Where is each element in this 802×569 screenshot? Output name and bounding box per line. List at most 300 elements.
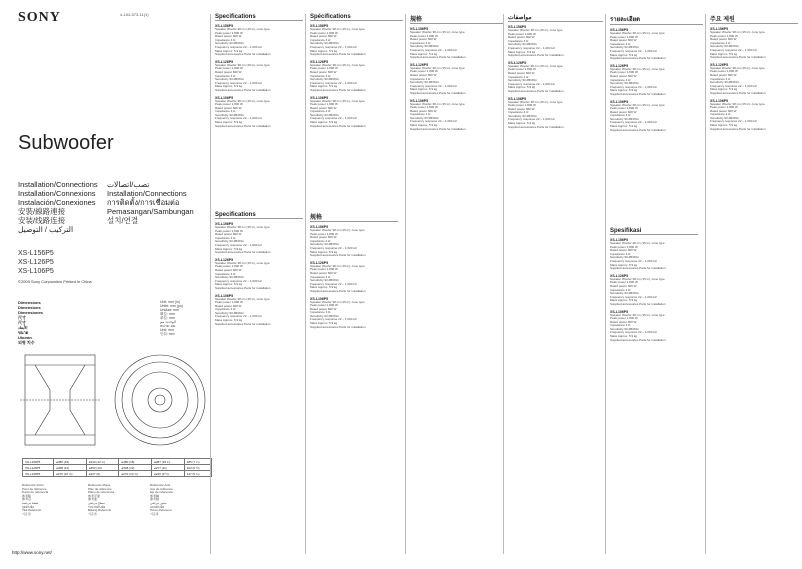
spec-line: Peak power 1,800 W [310, 304, 338, 308]
caption-line: Point de référence [22, 486, 47, 491]
spec-line: Rated power 600 W [215, 268, 242, 272]
spec-line: Mass Approx. 5.9 kg [610, 335, 638, 339]
dim-label: Dimensiones [18, 310, 43, 315]
spec-line: Peak power 1,800 W [410, 70, 438, 74]
spec-line: Speaker Woofer 38 cm (15 in), cone type [710, 102, 765, 106]
unit-label: Unidad: mm [160, 308, 179, 312]
spec-line: Mass Approx. 5.9 kg [410, 124, 438, 128]
spec-heading: Specifications [215, 212, 303, 219]
spec-heading: 주요 제원 [710, 14, 798, 24]
spec-line: Mass Approx. 5.9 kg [310, 85, 338, 89]
speaker-front-view [115, 355, 205, 445]
spec-heading: รายละเอียด [610, 14, 703, 25]
model-subheading: XS-L106P5 [610, 99, 629, 104]
caption-line: 기준면 [88, 511, 97, 516]
spec-line: Impedance 4 Ω [310, 38, 331, 42]
table-cell: ø380 (15) [54, 459, 87, 465]
caption-line: Bidang Referensi [88, 508, 112, 513]
spec-line: Rated power 600 W [710, 73, 737, 77]
spec-line: Speaker Woofer 38 cm (15 in), cone type [215, 63, 270, 67]
spec-line: Impedance 4 Ω [310, 239, 331, 243]
spec-line: Sensitivity 93 dB/W/m [710, 116, 740, 120]
spec-line: Mass Approx. 5.9 kg [410, 52, 438, 56]
spec-line: Sensitivity 93 dB/W/m [610, 256, 640, 260]
spec-line: Supplied accessories Parts for installation [610, 267, 666, 271]
spec-line: Impedance 4 Ω [710, 41, 731, 45]
model-subheading: XS-L156P5 [410, 27, 429, 31]
caption-line: Reference Point [22, 483, 44, 487]
copyright: ©2009 Sony Corporation Printed in China [18, 279, 92, 284]
spec-column [215, 14, 303, 128]
spec-line: Sensitivity 93 dB/W/m [310, 42, 340, 46]
spec-line: Sensitivity 93 dB/W/m [310, 314, 340, 318]
model-subheading: XS-L106P5 [310, 95, 329, 100]
dim-label: 외형 치수 [18, 340, 35, 345]
model-subheading: XS-L126P5 [610, 63, 629, 68]
spec-line: Frequency response 22 – 1,000 Hz [610, 85, 657, 89]
spec-line: Impedance 4 Ω [710, 77, 731, 81]
spec-line: Rated power 600 W [610, 110, 637, 114]
spec-line: Sensitivity 93 dB/W/m [508, 79, 538, 83]
spec-line: Sensitivity 93 dB/W/m [410, 81, 440, 85]
spec-line: Supplied accessories Parts for installation [215, 251, 271, 255]
spec-column [710, 14, 798, 131]
spec-line: Rated power 600 W [710, 109, 737, 113]
spec-line: Mass Approx. 5.9 kg [508, 86, 536, 90]
spec-line: Supplied accessories Parts for installation [508, 54, 564, 58]
spec-line: Mass Approx. 5.9 kg [310, 322, 338, 326]
model-subheading: XS-L126P5 [410, 62, 429, 67]
spec-column [508, 14, 603, 129]
sony-logo: SONY [18, 10, 61, 25]
table-cell: ø310 (12 ¼) [86, 459, 119, 465]
unit-label: หน่วย: มม. [160, 324, 177, 328]
spec-line: Frequency response 22 – 1,000 Hz [215, 81, 262, 85]
spec-line: Sensitivity 93 dB/W/m [508, 114, 538, 118]
spec-line: Supplied accessories Parts for installation [610, 92, 666, 96]
model-subheading: XS-L126P5 [508, 60, 527, 65]
spec-line: Supplied accessories Parts for installation [310, 254, 366, 258]
spec-line: Sensitivity 93 dB/W/m [610, 117, 640, 121]
install-title: 설치/연결 [107, 216, 139, 225]
spec-line: Frequency response 22 – 1,000 Hz [410, 120, 457, 124]
spec-line: Peak power 1,800 W [610, 245, 638, 249]
table-cell: ø227 (9) [86, 471, 119, 477]
spec-line: Rated power 600 W [410, 73, 437, 77]
model-name: XS-L156P5 [18, 250, 54, 257]
spec-line: Impedance 4 Ω [310, 311, 331, 315]
table-cell: 163 (6 ½) [184, 465, 211, 471]
model-subheading: XS-L106P5 [508, 96, 527, 101]
spec-line: Supplied accessories Parts for installation [310, 88, 366, 92]
spec-line: Mass Approx. 5.9 kg [310, 121, 338, 125]
spec-line: Mass Approx. 5.9 kg [215, 85, 243, 89]
caption-line: Reference Plane [88, 483, 111, 487]
install-title: Pemasangan/Sambungan [107, 207, 194, 216]
spec-line: Sensitivity 93 dB/W/m [710, 45, 740, 49]
spec-line: Sensitivity 93 dB/W/m [215, 311, 245, 315]
spec-line: Rated power 600 W [215, 35, 242, 39]
spec-line: Supplied accessories Parts for installation [610, 302, 666, 306]
unit-label: Unit: mm [160, 328, 174, 332]
spec-line: Speaker Woofer 38 cm (15 in), cone type [215, 261, 270, 265]
model-subheading: XS-L106P5 [310, 296, 329, 301]
spec-line: Frequency response 22 – 1,000 Hz [710, 120, 757, 124]
caption-line: Poros Referensi [150, 508, 172, 513]
spec-line: Impedance 4 Ω [610, 42, 631, 46]
caption-line: 기준축 [150, 511, 159, 516]
spec-line: Mass Approx. 5.9 kg [610, 125, 638, 129]
spec-line: Speaker Woofer 38 cm (15 in), cone type [215, 28, 270, 31]
spec-line: Frequency response 22 – 1,000 Hz [310, 81, 357, 85]
install-title: Installation/Connections [107, 189, 187, 198]
spec-line: Rated power 600 W [410, 109, 437, 113]
spec-column-lower [310, 212, 398, 329]
table-cell: 185 (7 ¼) [184, 459, 211, 465]
spec-line: Supplied accessories Parts for installation [610, 338, 666, 342]
model-subheading: XS-L126P5 [610, 273, 629, 278]
spec-line: Speaker Woofer 38 cm (15 in), cone type [710, 31, 765, 34]
spec-line: Supplied accessories Parts for installation [215, 53, 271, 57]
model-subheading: XS-L156P5 [215, 24, 234, 28]
spec-line: Sensitivity 93 dB/W/m [410, 45, 440, 49]
spec-line: Peak power 1,800 W [610, 317, 638, 321]
spec-line: Supplied accessories Parts for installation [710, 91, 766, 95]
caption-line: Titik Referensi [22, 508, 42, 513]
spec-line: Supplied accessories Parts for installation [310, 124, 366, 128]
spec-line: Rated power 600 W [508, 71, 535, 75]
spec-line: Frequency response 22 – 1,000 Hz [710, 84, 757, 88]
spec-line: Supplied accessories Parts for installation [508, 125, 564, 129]
dim-label: 尺寸 [18, 315, 26, 320]
spec-line: Sensitivity 93 dB/W/m [610, 292, 640, 296]
spec-column-lower [610, 228, 698, 342]
spec-line: Impedance 4 Ω [310, 275, 331, 279]
spec-line: Impedance 4 Ω [215, 236, 236, 240]
spec-line: Speaker Woofer 38 cm (15 in), cone type [215, 99, 270, 103]
spec-line: Sensitivity 93 dB/W/m [310, 113, 340, 117]
spec-line: Peak power 1,800 W [610, 107, 638, 111]
spec-line: Rated power 600 W [310, 307, 337, 311]
spec-line: Impedance 4 Ω [610, 252, 631, 256]
spec-heading: Spécifications [310, 14, 403, 21]
spec-line: Mass Approx. 5.9 kg [410, 88, 438, 92]
spec-line: Peak power 1,800 W [215, 229, 243, 233]
table-cell: XS-L156P5 [23, 459, 54, 465]
spec-line: Peak power 1,800 W [215, 67, 243, 71]
spec-line: Frequency response 22 – 1,000 Hz [508, 118, 555, 122]
spec-line: Frequency response 22 – 1,000 Hz [310, 318, 357, 322]
table-cell: ø277 (11) [152, 465, 185, 471]
caption-line: نقطة مرجعية [22, 500, 39, 505]
spec-line: Frequency response 22 – 1,000 Hz [410, 84, 457, 88]
spec-line: Speaker Woofer 38 cm (15 in), cone type [610, 242, 665, 245]
spec-line: Frequency response 22 – 1,000 Hz [215, 45, 262, 49]
model-subheading: XS-L156P5 [310, 225, 329, 229]
spec-column-lower [215, 212, 303, 326]
table-row [23, 471, 212, 477]
dim-label: 尺寸 [18, 320, 26, 325]
dim-label: الأبعاد [18, 325, 28, 330]
spec-line: Frequency response 22 – 1,000 Hz [310, 246, 357, 250]
spec-line: Rated power 600 W [215, 304, 242, 308]
model-subheading: XS-L126P5 [710, 62, 729, 67]
spec-line: Peak power 1,800 W [610, 35, 638, 39]
spec-line: Frequency response 22 – 1,000 Hz [610, 331, 657, 335]
spec-line: Supplied accessories Parts for installation [610, 57, 666, 61]
caption-line: จุดอ้างอิง [22, 504, 34, 509]
spec-column [410, 14, 503, 131]
spec-line: Frequency response 22 – 1,000 Hz [215, 117, 262, 121]
spec-line: Peak power 1,800 W [410, 34, 438, 38]
table-cell: ø240 (9 ½) [152, 471, 185, 477]
caption-line: Eje de referencia [150, 490, 173, 495]
doc-code: 4-154-573-11(1) [120, 12, 149, 17]
spec-line: Speaker Woofer 38 cm (15 in), cone type [310, 63, 365, 67]
spec-line: Frequency response 22 – 1,000 Hz [410, 48, 457, 52]
table-cell: XS-L106P5 [23, 471, 54, 477]
spec-column [610, 14, 703, 132]
table-cell: ø270 (10 ⅝) [54, 471, 87, 477]
install-title: Installation/Connections [18, 180, 98, 189]
caption-line: Reference Axis [150, 483, 171, 487]
spec-line: Sensitivity 93 dB/W/m [410, 116, 440, 120]
spec-line: Rated power 600 W [215, 233, 242, 237]
spec-line: Impedance 4 Ω [610, 78, 631, 82]
spec-line: Impedance 4 Ω [508, 111, 529, 115]
speaker-dimension-drawing [20, 350, 210, 455]
spec-line: Sensitivity 93 dB/W/m [610, 82, 640, 86]
table-cell: ø270 (10 ⅝) [119, 471, 152, 477]
model-subheading: XS-L126P5 [310, 260, 329, 265]
spec-line: Sensitivity 93 dB/W/m [310, 78, 340, 82]
spec-line: Rated power 600 W [410, 38, 437, 42]
spec-line: Mass Approx. 5.9 kg [710, 124, 738, 128]
install-title: Instalación/Conexiones [18, 198, 96, 207]
spec-line: Frequency response 22 – 1,000 Hz [610, 121, 657, 125]
dim-label: Dimensions [18, 300, 41, 305]
spec-line: Mass Approx. 5.9 kg [610, 299, 638, 303]
spec-heading: 规格 [310, 212, 398, 222]
model-subheading: XS-L156P5 [710, 27, 729, 31]
spec-line: Sensitivity 93 dB/W/m [215, 240, 245, 244]
spec-line: Mass Approx. 5.9 kg [710, 88, 738, 92]
caption-line: 參考點 [22, 493, 32, 498]
model-subheading: XS-L156P5 [610, 28, 629, 32]
spec-line: Speaker Woofer 38 cm (15 in), cone type [215, 297, 270, 301]
spec-line: Rated power 600 W [610, 249, 637, 253]
spec-line: Frequency response 22 – 1,000 Hz [710, 48, 757, 52]
spec-line: Mass Approx. 5.9 kg [710, 52, 738, 56]
model-name: XS-L106P5 [18, 268, 54, 275]
spec-line: Speaker Woofer 38 cm (15 in), cone type [610, 313, 665, 317]
spec-line: Rated power 600 W [710, 38, 737, 42]
spec-line: Supplied accessories Parts for installation [508, 89, 564, 93]
spec-line: Mass Approx. 5.9 kg [310, 286, 338, 290]
spec-line: Frequency response 22 – 1,000 Hz [310, 45, 357, 49]
caption-line: 参考轴 [150, 497, 160, 502]
model-subheading: XS-L106P5 [710, 98, 729, 103]
model-subheading: XS-L156P5 [215, 222, 234, 226]
spec-line: Impedance 4 Ω [610, 288, 631, 292]
spec-line: Peak power 1,800 W [215, 31, 243, 35]
spec-heading: مواصفات [508, 14, 603, 22]
table-cell: XS-L126P5 [23, 465, 54, 471]
model-subheading: XS-L106P5 [215, 95, 234, 100]
spec-line: Mass Approx. 5.9 kg [215, 247, 243, 251]
spec-line: Speaker Woofer 38 cm (15 in), cone type [508, 29, 563, 32]
spec-line: Speaker Woofer 38 cm (15 in), cone type [310, 229, 365, 232]
spec-line: Rated power 600 W [610, 39, 637, 43]
spec-line: Frequency response 22 – 1,000 Hz [610, 295, 657, 299]
table-cell: 147 (5 ¾) [184, 471, 211, 477]
spec-line: Rated power 600 W [310, 70, 337, 74]
caption-line: ระนาบอ้างอิง [88, 504, 106, 509]
caption-line: سطح مرجعي [88, 500, 105, 505]
install-title: التركيب / التوصيل [18, 225, 74, 234]
spec-line: Supplied accessories Parts for installation [310, 325, 366, 329]
spec-line: Speaker Woofer 38 cm (15 in), cone type [310, 264, 365, 268]
spec-line: Impedance 4 Ω [410, 113, 431, 117]
spec-line: Impedance 4 Ω [215, 308, 236, 312]
spec-line: Speaker Woofer 38 cm (15 in), cone type [610, 277, 665, 281]
spec-line: Rated power 600 W [310, 236, 337, 240]
spec-line: Sensitivity 93 dB/W/m [508, 43, 538, 47]
spec-line: Frequency response 22 – 1,000 Hz [508, 46, 555, 50]
table-cell: ø380 (15) [119, 459, 152, 465]
spec-line: Rated power 600 W [610, 284, 637, 288]
spec-line: Peak power 1,800 W [710, 106, 738, 110]
spec-line: Supplied accessories Parts for installation [215, 286, 271, 290]
spec-line: Peak power 1,800 W [310, 31, 338, 35]
spec-line: Impedance 4 Ω [215, 74, 236, 78]
unit-label: Unité: mm (po) [160, 304, 184, 308]
spec-line: Supplied accessories Parts for installation [710, 56, 766, 60]
spec-line: Mass Approx. 5.9 kg [610, 263, 638, 267]
table-cell: ø253 (10) [86, 465, 119, 471]
spec-line: Sensitivity 93 dB/W/m [215, 276, 245, 280]
spec-line: Rated power 600 W [610, 74, 637, 78]
caption-line: 参考点 [22, 497, 32, 502]
install-title: การติดตั้ง/การเชื่อมต่อ [107, 198, 180, 207]
spec-line: Speaker Woofer 38 cm (15 in), cone type [508, 64, 563, 68]
spec-line: Impedance 4 Ω [508, 39, 529, 43]
spec-line: Speaker Woofer 38 cm (15 in), cone type [710, 66, 765, 70]
spec-line: Supplied accessories Parts for installation [410, 91, 466, 95]
unit-label: Unit: mm (in) [160, 300, 181, 304]
spec-line: Peak power 1,800 W [215, 301, 243, 305]
spec-line: Supplied accessories Parts for installation [410, 127, 466, 131]
spec-line: Mass Approx. 5.9 kg [610, 89, 638, 93]
model-subheading: XS-L156P5 [310, 24, 329, 28]
install-title: تصب/اتصالات [107, 180, 150, 189]
spec-line: Sensitivity 93 dB/W/m [610, 327, 640, 331]
spec-line: Sensitivity 93 dB/W/m [215, 78, 245, 82]
caption-reference-point [22, 484, 82, 516]
spec-line: Peak power 1,800 W [610, 71, 638, 75]
model-subheading: XS-L106P5 [610, 309, 629, 314]
spec-line: Impedance 4 Ω [710, 113, 731, 117]
spec-line: Supplied accessories Parts for installation [610, 128, 666, 132]
spec-line: Mass Approx. 5.9 kg [508, 122, 536, 126]
spec-line: Mass Approx. 5.9 kg [215, 121, 243, 125]
model-name: XS-L126P5 [18, 259, 54, 266]
spec-line: Sensitivity 93 dB/W/m [610, 46, 640, 50]
spec-line: Peak power 1,800 W [508, 68, 536, 72]
unit-label: الوحدة: مم [160, 320, 176, 324]
spec-line: Speaker Woofer 38 cm (15 in), cone type [610, 103, 665, 107]
spec-line: Peak power 1,800 W [508, 32, 536, 36]
spec-line: Speaker Woofer 38 cm (15 in), cone type [215, 226, 270, 229]
model-subheading: XS-L156P5 [610, 238, 629, 242]
caption-line: 參考平面 [88, 493, 101, 498]
spec-line: Impedance 4 Ω [610, 114, 631, 118]
caption-line: Axe de référence [150, 486, 173, 491]
spec-line: Mass Approx. 5.9 kg [310, 250, 338, 254]
install-titles-right [107, 180, 194, 225]
spec-line: Speaker Woofer 38 cm (15 in), cone type [410, 102, 465, 106]
spec-line: Sensitivity 93 dB/W/m [710, 81, 740, 85]
unit-label: 單位: mm [160, 312, 175, 316]
spec-line: Impedance 4 Ω [215, 38, 236, 42]
unit-labels [160, 300, 183, 336]
unit-label: 单位: mm [160, 316, 175, 320]
spec-line: Mass Approx. 5.9 kg [215, 283, 243, 287]
spec-line: Frequency response 22 – 1,000 Hz [310, 282, 357, 286]
spec-line: Peak power 1,800 W [215, 265, 243, 269]
dim-label: Ukuran [18, 335, 32, 340]
spec-line: Supplied accessories Parts for installation [215, 124, 271, 128]
spec-line: Impedance 4 Ω [310, 110, 331, 114]
product-name: Subwoofer [18, 132, 114, 154]
install-title: Installation/Connexions [18, 189, 96, 198]
model-subheading: XS-L106P5 [215, 293, 234, 298]
spec-line: Mass Approx. 5.9 kg [215, 319, 243, 323]
spec-line: Rated power 600 W [310, 106, 337, 110]
caption-line: محور مرجعي [150, 500, 167, 505]
spec-line: Sensitivity 93 dB/W/m [310, 243, 340, 247]
caption-line: 기준점 [22, 511, 31, 516]
model-subheading: XS-L156P5 [508, 25, 527, 29]
spec-line: Rated power 600 W [508, 107, 535, 111]
spec-line: Rated power 600 W [310, 35, 337, 39]
dim-label: ขนาด [18, 330, 29, 335]
spec-line: Impedance 4 Ω [215, 272, 236, 276]
spec-line: Speaker Woofer 38 cm (15 in), cone type [610, 32, 665, 35]
caption-line: Plano de referencia [88, 490, 115, 495]
spec-line: Supplied accessories Parts for installation [215, 88, 271, 92]
spec-line: Speaker Woofer 38 cm (15 in), cone type [410, 31, 465, 34]
spec-line: Peak power 1,800 W [215, 103, 243, 107]
spec-line: Speaker Woofer 38 cm (15 in), cone type [508, 100, 563, 104]
spec-heading: 規格 [410, 14, 503, 24]
sony-url: http://www.sony.net/ [12, 550, 52, 555]
spec-line: Impedance 4 Ω [410, 77, 431, 81]
model-subheading: XS-L126P5 [215, 257, 234, 262]
spec-line: Peak power 1,800 W [610, 281, 638, 285]
table-cell: ø308 (12) [54, 465, 87, 471]
spec-line: Peak power 1,800 W [410, 106, 438, 110]
spec-heading: Spesifikasi [610, 228, 698, 235]
caption-line: Plan de référence [88, 486, 112, 491]
spec-line: Supplied accessories Parts for installation [215, 322, 271, 326]
spec-line: Mass Approx. 5.9 kg [508, 50, 536, 54]
spec-line: Frequency response 22 – 1,000 Hz [610, 49, 657, 53]
spec-line: Frequency response 22 – 1,000 Hz [508, 82, 555, 86]
spec-line: Supplied accessories Parts for installation [710, 127, 766, 131]
spec-line: Speaker Woofer 38 cm (15 in), cone type [310, 28, 365, 31]
caption-reference-axis [150, 484, 210, 516]
